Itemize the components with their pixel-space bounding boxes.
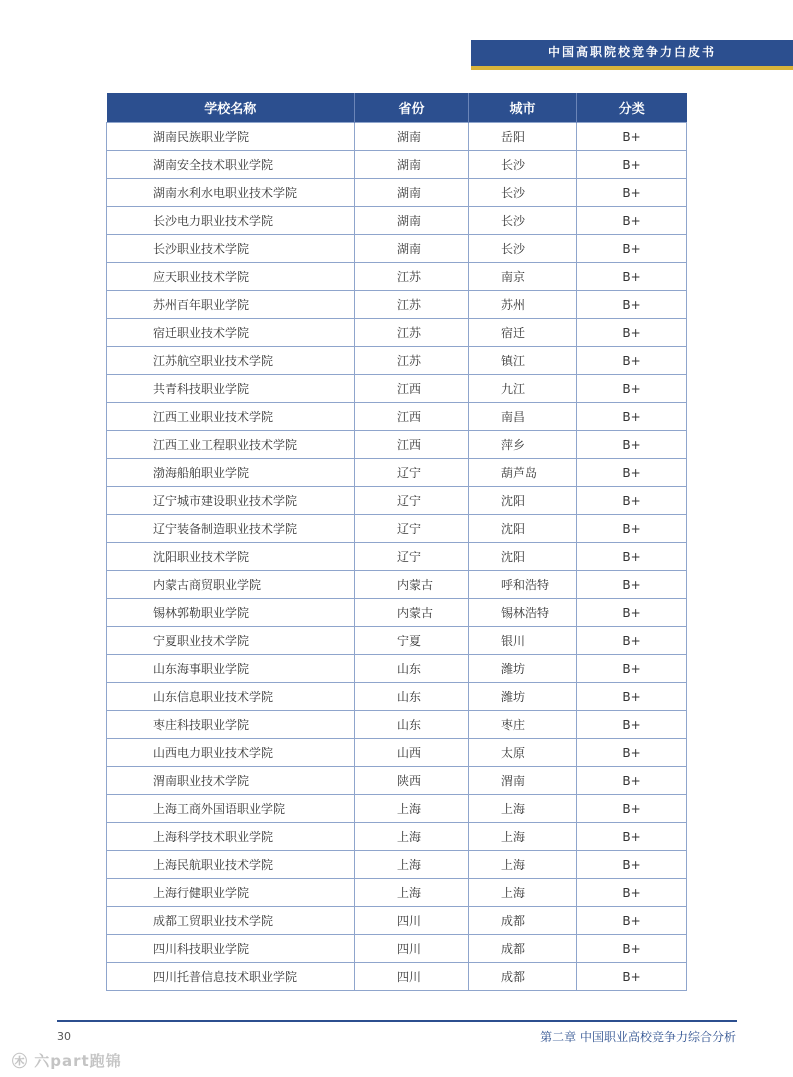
cell-city: 南昌	[469, 403, 577, 431]
table-row	[107, 403, 687, 431]
cell-province: 江西	[355, 375, 469, 403]
cell-city: 苏州	[469, 291, 577, 319]
cell-class: B+	[577, 879, 687, 907]
cell-school-name: 宿迁职业技术学院	[107, 319, 355, 347]
cell-school-name: 江苏航空职业技术学院	[107, 347, 355, 375]
table-row	[107, 879, 687, 907]
chapter-title: 第二章 中国职业高校竞争力综合分析	[540, 1030, 736, 1044]
cell-province: 内蒙古	[355, 571, 469, 599]
cell-city: 成都	[469, 907, 577, 935]
cell-province: 辽宁	[355, 487, 469, 515]
cell-province: 江苏	[355, 291, 469, 319]
table-row	[107, 515, 687, 543]
cell-city: 成都	[469, 935, 577, 963]
cell-province: 四川	[355, 907, 469, 935]
cell-class: B+	[577, 655, 687, 683]
header-banner	[471, 40, 793, 66]
table-row	[107, 487, 687, 515]
cell-province: 江苏	[355, 347, 469, 375]
table-row	[107, 739, 687, 767]
table-row	[107, 599, 687, 627]
cell-province: 上海	[355, 795, 469, 823]
cell-city: 成都	[469, 963, 577, 991]
cell-school-name: 共青科技职业学院	[107, 375, 355, 403]
cell-city: 潍坊	[469, 683, 577, 711]
cell-province: 辽宁	[355, 543, 469, 571]
cell-city: 九江	[469, 375, 577, 403]
cell-school-name: 上海科学技术职业学院	[107, 823, 355, 851]
cell-province: 上海	[355, 879, 469, 907]
cell-school-name: 沈阳职业技术学院	[107, 543, 355, 571]
cell-city: 呼和浩特	[469, 571, 577, 599]
table-header-row	[107, 93, 687, 123]
cell-school-name: 江西工业职业技术学院	[107, 403, 355, 431]
cell-school-name: 枣庄科技职业学院	[107, 711, 355, 739]
cell-city: 太原	[469, 739, 577, 767]
cell-city: 银川	[469, 627, 577, 655]
cell-province: 上海	[355, 851, 469, 879]
table-row	[107, 935, 687, 963]
cell-school-name: 辽宁装备制造职业技术学院	[107, 515, 355, 543]
cell-class: B+	[577, 123, 687, 151]
cell-province: 四川	[355, 935, 469, 963]
table-row	[107, 711, 687, 739]
cell-school-name: 长沙电力职业技术学院	[107, 207, 355, 235]
cell-province: 陕西	[355, 767, 469, 795]
cell-city: 岳阳	[469, 123, 577, 151]
column-header-class: 分类	[577, 93, 687, 123]
table-row	[107, 291, 687, 319]
footer-divider	[57, 1020, 737, 1022]
table-row	[107, 375, 687, 403]
cell-class: B+	[577, 571, 687, 599]
cell-class: B+	[577, 207, 687, 235]
table-row	[107, 207, 687, 235]
cell-school-name: 山东信息职业技术学院	[107, 683, 355, 711]
cell-city: 长沙	[469, 207, 577, 235]
cell-city: 上海	[469, 879, 577, 907]
cell-province: 湖南	[355, 235, 469, 263]
cell-class: B+	[577, 403, 687, 431]
cell-city: 萍乡	[469, 431, 577, 459]
cell-class: B+	[577, 963, 687, 991]
table-row	[107, 179, 687, 207]
cell-school-name: 上海民航职业技术学院	[107, 851, 355, 879]
cell-school-name: 应天职业技术学院	[107, 263, 355, 291]
cell-city: 南京	[469, 263, 577, 291]
cell-city: 上海	[469, 823, 577, 851]
cell-class: B+	[577, 515, 687, 543]
cell-province: 上海	[355, 823, 469, 851]
table-row	[107, 683, 687, 711]
table-row	[107, 627, 687, 655]
table-row	[107, 431, 687, 459]
table-row	[107, 543, 687, 571]
cell-province: 山东	[355, 655, 469, 683]
cell-city: 沈阳	[469, 543, 577, 571]
table-body	[107, 123, 687, 991]
page-number: 30	[57, 1030, 71, 1043]
cell-class: B+	[577, 795, 687, 823]
cell-school-name: 辽宁城市建设职业技术学院	[107, 487, 355, 515]
cell-province: 江西	[355, 431, 469, 459]
cell-school-name: 渤海船舶职业学院	[107, 459, 355, 487]
cell-class: B+	[577, 627, 687, 655]
cell-class: B+	[577, 599, 687, 627]
cell-school-name: 渭南职业技术学院	[107, 767, 355, 795]
cell-class: B+	[577, 459, 687, 487]
cell-class: B+	[577, 767, 687, 795]
cell-school-name: 湖南水利水电职业技术学院	[107, 179, 355, 207]
cell-class: B+	[577, 851, 687, 879]
cell-province: 山东	[355, 683, 469, 711]
cell-province: 江西	[355, 403, 469, 431]
cell-school-name: 锡林郭勒职业学院	[107, 599, 355, 627]
cell-city: 上海	[469, 851, 577, 879]
table-row	[107, 263, 687, 291]
cell-school-name: 江西工业工程职业技术学院	[107, 431, 355, 459]
cell-city: 长沙	[469, 151, 577, 179]
cell-class: B+	[577, 907, 687, 935]
cell-class: B+	[577, 151, 687, 179]
cell-province: 湖南	[355, 207, 469, 235]
table-row	[107, 347, 687, 375]
cell-school-name: 长沙职业技术学院	[107, 235, 355, 263]
table-row	[107, 151, 687, 179]
cell-school-name: 四川科技职业学院	[107, 935, 355, 963]
cell-province: 湖南	[355, 151, 469, 179]
cell-province: 湖南	[355, 179, 469, 207]
header-title: 中国高职院校竞争力白皮书	[547, 45, 716, 59]
table-row	[107, 823, 687, 851]
cell-school-name: 宁夏职业技术学院	[107, 627, 355, 655]
cell-province: 辽宁	[355, 459, 469, 487]
cell-province: 宁夏	[355, 627, 469, 655]
table-row	[107, 655, 687, 683]
cell-class: B+	[577, 431, 687, 459]
cell-city: 镇江	[469, 347, 577, 375]
table-row	[107, 459, 687, 487]
cell-city: 长沙	[469, 179, 577, 207]
cell-class: B+	[577, 263, 687, 291]
cell-city: 沈阳	[469, 515, 577, 543]
cell-class: B+	[577, 543, 687, 571]
cell-class: B+	[577, 739, 687, 767]
cell-class: B+	[577, 375, 687, 403]
table-row	[107, 907, 687, 935]
cell-city: 渭南	[469, 767, 577, 795]
cell-class: B+	[577, 823, 687, 851]
cell-province: 内蒙古	[355, 599, 469, 627]
cell-city: 长沙	[469, 235, 577, 263]
table-row	[107, 851, 687, 879]
cell-school-name: 上海行健职业学院	[107, 879, 355, 907]
table-row	[107, 235, 687, 263]
cell-class: B+	[577, 487, 687, 515]
cell-school-name: 山西电力职业技术学院	[107, 739, 355, 767]
cell-province: 湖南	[355, 123, 469, 151]
cell-province: 江苏	[355, 319, 469, 347]
cell-school-name: 山东海事职业学院	[107, 655, 355, 683]
column-header-city: 城市	[469, 93, 577, 123]
cell-province: 山东	[355, 711, 469, 739]
column-header-province: 省份	[355, 93, 469, 123]
table-row	[107, 795, 687, 823]
cell-province: 四川	[355, 963, 469, 991]
table-row	[107, 571, 687, 599]
cell-class: B+	[577, 291, 687, 319]
cell-province: 山西	[355, 739, 469, 767]
cell-school-name: 上海工商外国语职业学院	[107, 795, 355, 823]
table-row	[107, 963, 687, 991]
table-row	[107, 319, 687, 347]
school-table	[106, 93, 687, 991]
cell-class: B+	[577, 319, 687, 347]
cell-school-name: 湖南安全技术职业学院	[107, 151, 355, 179]
cell-city: 潍坊	[469, 655, 577, 683]
cell-school-name: 内蒙古商贸职业学院	[107, 571, 355, 599]
cell-school-name: 湖南民族职业学院	[107, 123, 355, 151]
cell-province: 辽宁	[355, 515, 469, 543]
watermark-logo: ㊍ 六part跑锦	[12, 1052, 122, 1070]
cell-city: 宿迁	[469, 319, 577, 347]
table-row	[107, 767, 687, 795]
table-row	[107, 123, 687, 151]
cell-school-name: 苏州百年职业学院	[107, 291, 355, 319]
cell-city: 上海	[469, 795, 577, 823]
cell-class: B+	[577, 683, 687, 711]
cell-class: B+	[577, 935, 687, 963]
cell-city: 锡林浩特	[469, 599, 577, 627]
cell-class: B+	[577, 347, 687, 375]
cell-city: 葫芦岛	[469, 459, 577, 487]
cell-class: B+	[577, 235, 687, 263]
column-header-name: 学校名称	[107, 93, 355, 123]
cell-school-name: 成都工贸职业技术学院	[107, 907, 355, 935]
cell-city: 枣庄	[469, 711, 577, 739]
cell-class: B+	[577, 179, 687, 207]
cell-city: 沈阳	[469, 487, 577, 515]
cell-class: B+	[577, 711, 687, 739]
cell-province: 江苏	[355, 263, 469, 291]
cell-school-name: 四川托普信息技术职业学院	[107, 963, 355, 991]
